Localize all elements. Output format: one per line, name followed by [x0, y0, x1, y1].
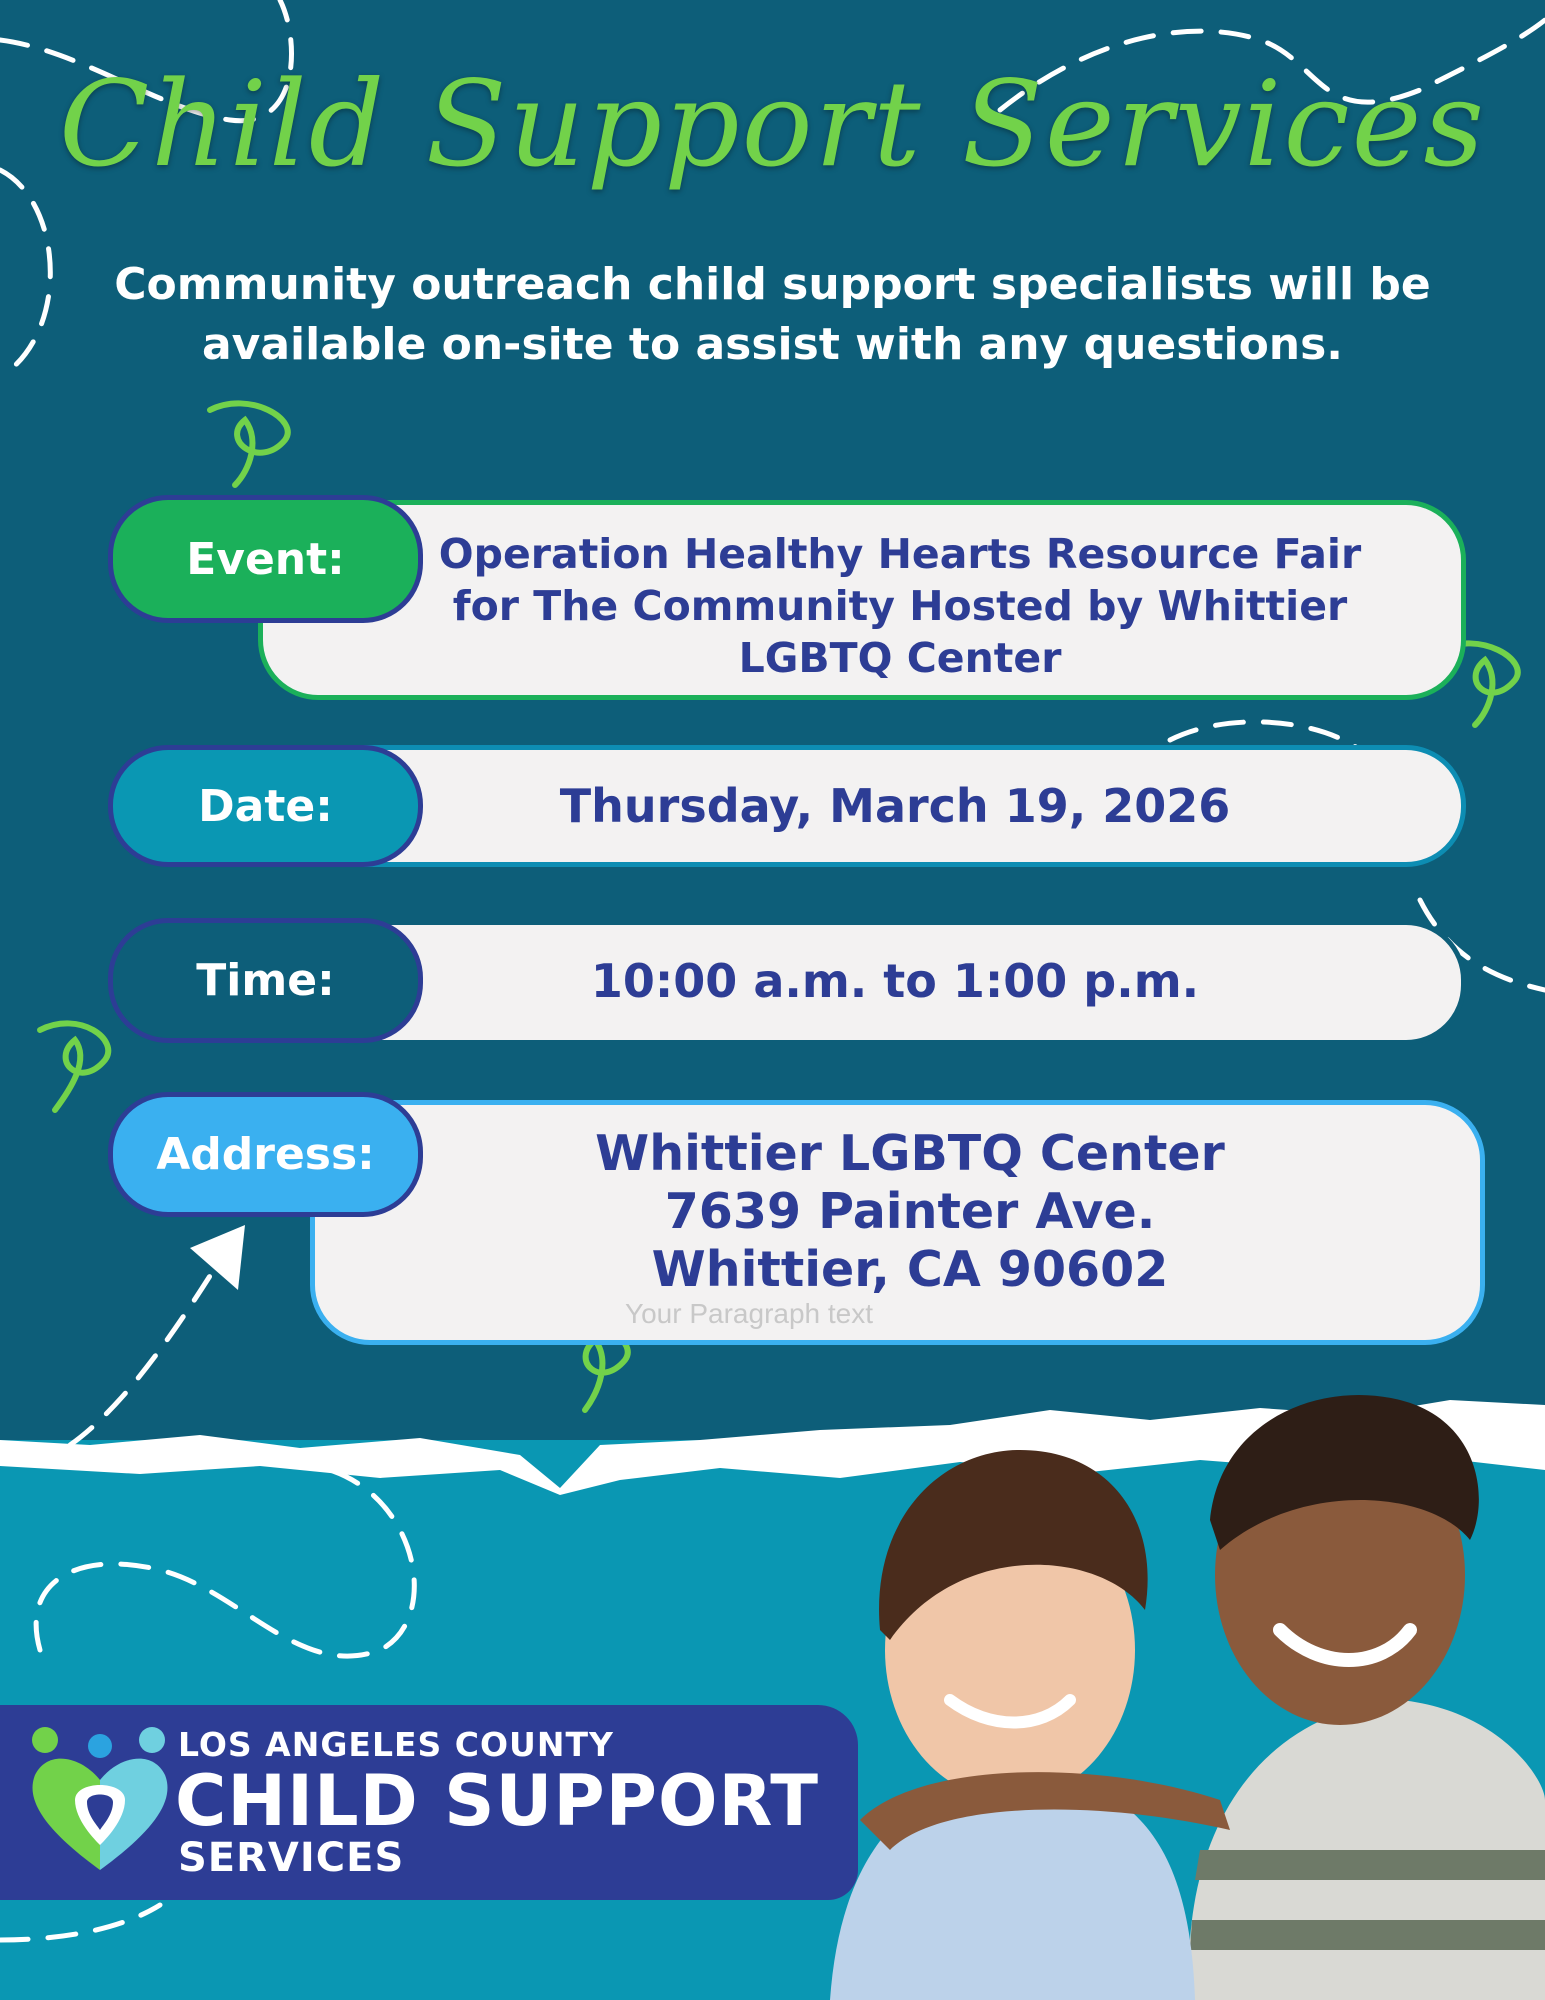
- time-label: Time:: [196, 955, 335, 1006]
- heart-family-icon: [25, 1720, 175, 1880]
- logo-text-services: SERVICES: [178, 1835, 405, 1881]
- placeholder-paragraph-text: Your Paragraph text: [625, 1298, 874, 1329]
- logo-text-child-support: CHILD SUPPORT: [175, 1760, 819, 1842]
- logo-text-county: LOS ANGELES COUNTY: [178, 1725, 614, 1764]
- address-line-2: 7639 Painter Ave.: [664, 1183, 1156, 1240]
- address-line-3: Whittier, CA 90602: [651, 1241, 1169, 1298]
- date-label: Date:: [198, 780, 333, 832]
- time-label-pill: [108, 918, 423, 1043]
- event-label: Event:: [186, 533, 345, 585]
- date-value: Thursday, March 19, 2026: [559, 779, 1231, 833]
- address-line-1: Whittier LGBTQ Center: [595, 1125, 1225, 1182]
- page-title: Child Support Services: [58, 55, 1487, 193]
- time-value: 10:00 a.m. to 1:00 p.m.: [590, 954, 1200, 1008]
- event-label-pill: [108, 495, 423, 623]
- address-label-pill: [108, 1092, 423, 1217]
- event-value: Operation Healthy Hearts Resource Fair for The Community Hosted by Whittier LGBTQ Center: [438, 530, 1362, 682]
- two-smiling-children-photo: [800, 1380, 1545, 2000]
- date-label-pill: [108, 745, 423, 867]
- address-value: [420, 1125, 1400, 1299]
- subtitle: Community outreach child support specialists will be available on-site to assist with any questions.: [114, 259, 1431, 370]
- address-label: Address:: [156, 1129, 375, 1180]
